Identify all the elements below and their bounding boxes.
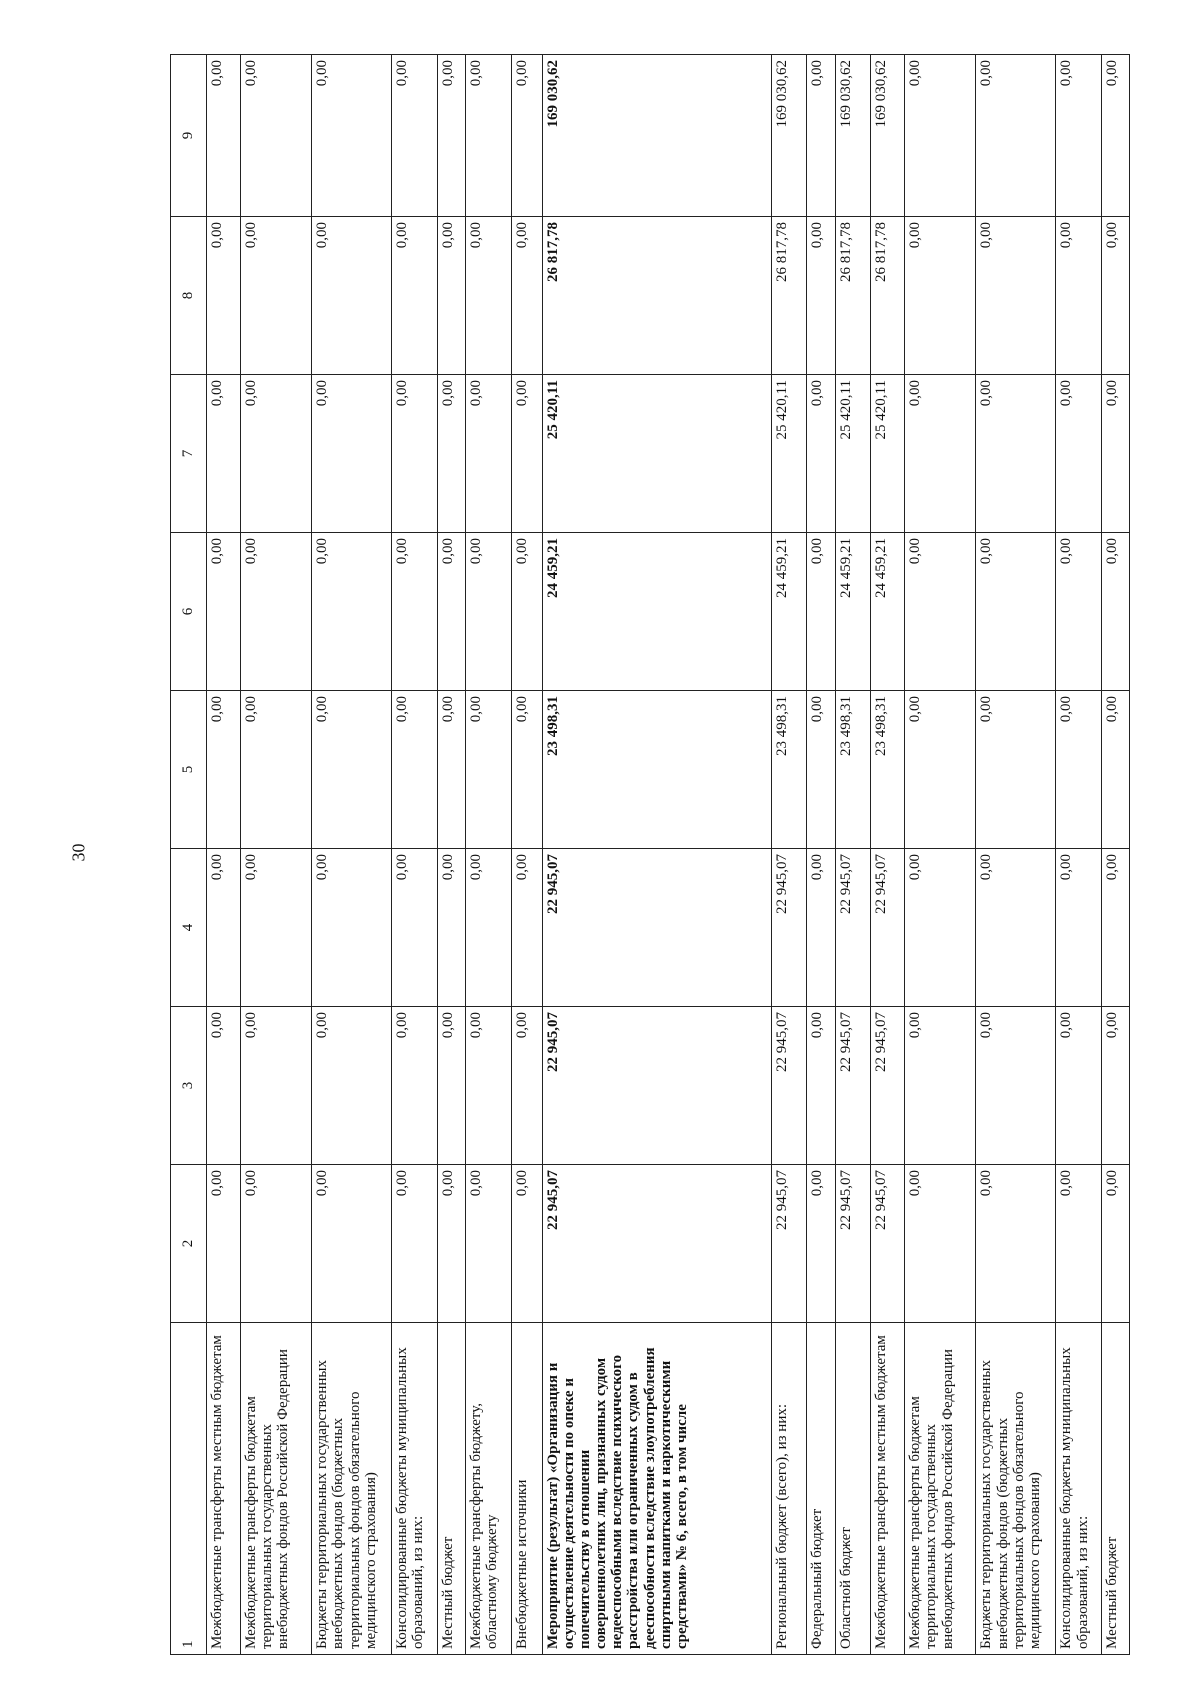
value-cell: 0,00	[511, 55, 542, 217]
value-cell: 22 945,07	[772, 849, 806, 1007]
value-cell: 23 498,31	[772, 691, 806, 849]
value-cell: 0,00	[206, 55, 240, 217]
value-cell: 0,00	[806, 849, 836, 1007]
value-cell: 0,00	[511, 375, 542, 533]
value-cell: 0,00	[905, 217, 976, 375]
value-cell: 0,00	[241, 1007, 312, 1165]
value-cell: 0,00	[1102, 55, 1130, 217]
column-header: 1	[171, 1323, 207, 1655]
value-cell: 0,00	[976, 1165, 1056, 1323]
value-cell: 0,00	[465, 691, 511, 849]
table-row	[542, 55, 772, 1655]
row-label: Консолидированные бюджеты муниципальных образований, из них:	[1056, 1323, 1102, 1655]
row-label: Областной бюджет	[836, 1323, 870, 1655]
value-cell: 0,00	[976, 691, 1056, 849]
value-cell: 0,00	[976, 375, 1056, 533]
value-cell: 0,00	[241, 217, 312, 375]
value-cell: 26 817,78	[870, 217, 904, 375]
column-header: 7	[171, 375, 207, 533]
value-cell: 169 030,62	[870, 55, 904, 217]
row-label: Бюджеты территориальных государственных внебюджетных фондов (бюджетных территориальных фондов обязательного медицинского страхования)	[312, 1323, 392, 1655]
value-cell: 0,00	[392, 849, 438, 1007]
row-label: Мероприятие (результат) «Организация и осуществление деятельности по опеке и попечительству в отношении совершеннолетних лиц, признанных судом недееспособными вследствие психического расстройства или ограниченных судом в дееспособности вследствие злоупотребления спиртными напитками и наркотическими средствами» № 6, всего, в том числе	[542, 1323, 772, 1655]
value-cell: 169 030,62	[542, 55, 772, 217]
budget-table-container	[170, 55, 1130, 1655]
value-cell: 22 945,07	[836, 849, 870, 1007]
value-cell: 22 945,07	[772, 1007, 806, 1165]
table-row	[836, 55, 870, 1655]
value-cell: 0,00	[206, 1007, 240, 1165]
value-cell: 0,00	[905, 533, 976, 691]
value-cell: 0,00	[312, 849, 392, 1007]
value-cell: 0,00	[438, 691, 466, 849]
value-cell: 0,00	[1056, 1165, 1102, 1323]
value-cell: 22 945,07	[772, 1165, 806, 1323]
value-cell: 0,00	[806, 1007, 836, 1165]
value-cell: 0,00	[392, 1007, 438, 1165]
value-cell: 0,00	[241, 533, 312, 691]
value-cell: 0,00	[806, 217, 836, 375]
column-header: 2	[171, 1165, 207, 1323]
value-cell: 22 945,07	[836, 1165, 870, 1323]
value-cell: 0,00	[511, 691, 542, 849]
value-cell: 22 945,07	[542, 1007, 772, 1165]
value-cell: 0,00	[392, 691, 438, 849]
value-cell: 0,00	[392, 55, 438, 217]
value-cell: 0,00	[438, 1165, 466, 1323]
value-cell: 0,00	[206, 375, 240, 533]
value-cell: 0,00	[806, 533, 836, 691]
value-cell: 22 945,07	[542, 1165, 772, 1323]
header-row	[171, 55, 207, 1655]
value-cell: 0,00	[511, 1007, 542, 1165]
value-cell: 0,00	[1056, 375, 1102, 533]
value-cell: 25 420,11	[870, 375, 904, 533]
value-cell: 0,00	[905, 375, 976, 533]
column-header: 4	[171, 849, 207, 1007]
column-header: 5	[171, 691, 207, 849]
column-header: 9	[171, 55, 207, 217]
value-cell: 0,00	[206, 1165, 240, 1323]
value-cell: 0,00	[1102, 217, 1130, 375]
value-cell: 25 420,11	[542, 375, 772, 533]
table-row	[806, 55, 836, 1655]
row-label: Региональный бюджет (всего), из них:	[772, 1323, 806, 1655]
value-cell: 0,00	[465, 849, 511, 1007]
value-cell: 0,00	[1056, 849, 1102, 1007]
value-cell: 0,00	[976, 849, 1056, 1007]
value-cell: 0,00	[465, 375, 511, 533]
table-row	[241, 55, 312, 1655]
value-cell: 0,00	[206, 533, 240, 691]
value-cell: 26 817,78	[836, 217, 870, 375]
table-row	[465, 55, 511, 1655]
value-cell: 0,00	[241, 375, 312, 533]
value-cell: 0,00	[241, 691, 312, 849]
value-cell: 0,00	[241, 849, 312, 1007]
value-cell: 22 945,07	[870, 849, 904, 1007]
value-cell: 0,00	[511, 533, 542, 691]
value-cell: 0,00	[438, 217, 466, 375]
value-cell: 0,00	[905, 849, 976, 1007]
value-cell: 0,00	[392, 375, 438, 533]
value-cell: 23 498,31	[870, 691, 904, 849]
value-cell: 23 498,31	[542, 691, 772, 849]
value-cell: 0,00	[1056, 55, 1102, 217]
table-row	[772, 55, 806, 1655]
row-label: Межбюджетные трансферты бюджету, областному бюджету	[465, 1323, 511, 1655]
value-cell: 22 945,07	[870, 1165, 904, 1323]
value-cell: 0,00	[312, 217, 392, 375]
value-cell: 0,00	[1056, 533, 1102, 691]
row-label: Межбюджетные трансферты бюджетам территориальных государственных внебюджетных фондов Российской Федерации	[905, 1323, 976, 1655]
table-row	[1056, 55, 1102, 1655]
value-cell: 0,00	[1056, 691, 1102, 849]
value-cell: 0,00	[1102, 375, 1130, 533]
value-cell: 0,00	[241, 1165, 312, 1323]
value-cell: 0,00	[465, 217, 511, 375]
value-cell: 0,00	[905, 55, 976, 217]
value-cell: 26 817,78	[542, 217, 772, 375]
page-number: 30	[68, 843, 89, 862]
value-cell: 0,00	[905, 1007, 976, 1165]
table-row	[511, 55, 542, 1655]
value-cell: 0,00	[905, 1165, 976, 1323]
value-cell: 24 459,21	[542, 533, 772, 691]
value-cell: 0,00	[806, 691, 836, 849]
value-cell: 0,00	[312, 1007, 392, 1165]
row-label: Межбюджетные трансферты местным бюджетам	[870, 1323, 904, 1655]
value-cell: 22 945,07	[836, 1007, 870, 1165]
row-label: Консолидированные бюджеты муниципальных образований, из них:	[392, 1323, 438, 1655]
value-cell: 0,00	[511, 849, 542, 1007]
value-cell: 0,00	[392, 217, 438, 375]
value-cell: 0,00	[438, 849, 466, 1007]
table-row	[206, 55, 240, 1655]
table-body	[171, 55, 1130, 1655]
value-cell: 169 030,62	[772, 55, 806, 217]
value-cell: 0,00	[806, 1165, 836, 1323]
value-cell: 0,00	[465, 55, 511, 217]
budget-table	[170, 54, 1130, 1655]
row-label: Местный бюджет	[438, 1323, 466, 1655]
value-cell: 0,00	[976, 217, 1056, 375]
value-cell: 0,00	[206, 849, 240, 1007]
value-cell: 24 459,21	[772, 533, 806, 691]
value-cell: 22 945,07	[542, 849, 772, 1007]
rotated-table-frame	[170, 55, 1130, 1655]
value-cell: 0,00	[206, 217, 240, 375]
value-cell: 0,00	[1056, 217, 1102, 375]
value-cell: 0,00	[511, 217, 542, 375]
value-cell: 25 420,11	[772, 375, 806, 533]
value-cell: 0,00	[905, 691, 976, 849]
value-cell: 0,00	[241, 55, 312, 217]
row-label: Федеральный бюджет	[806, 1323, 836, 1655]
row-label: Межбюджетные трансферты местным бюджетам	[206, 1323, 240, 1655]
value-cell: 0,00	[1102, 533, 1130, 691]
table-row	[438, 55, 466, 1655]
value-cell: 0,00	[438, 1007, 466, 1165]
column-header: 6	[171, 533, 207, 691]
value-cell: 24 459,21	[836, 533, 870, 691]
value-cell: 0,00	[1102, 691, 1130, 849]
table-row	[312, 55, 392, 1655]
value-cell: 0,00	[438, 375, 466, 533]
row-label: Межбюджетные трансферты бюджетам территориальных государственных внебюджетных фондов Российской Федерации	[241, 1323, 312, 1655]
column-header: 8	[171, 217, 207, 375]
value-cell: 0,00	[1102, 849, 1130, 1007]
value-cell: 0,00	[976, 533, 1056, 691]
value-cell: 0,00	[511, 1165, 542, 1323]
value-cell: 25 420,11	[836, 375, 870, 533]
table-row	[1102, 55, 1130, 1655]
value-cell: 0,00	[312, 375, 392, 533]
value-cell: 169 030,62	[836, 55, 870, 217]
value-cell: 0,00	[1056, 1007, 1102, 1165]
value-cell: 0,00	[976, 55, 1056, 217]
value-cell: 0,00	[1102, 1007, 1130, 1165]
value-cell: 0,00	[312, 1165, 392, 1323]
value-cell: 0,00	[312, 691, 392, 849]
table-row	[870, 55, 904, 1655]
value-cell: 0,00	[392, 1165, 438, 1323]
value-cell: 0,00	[438, 533, 466, 691]
row-label: Внебюджетные источники	[511, 1323, 542, 1655]
table-row	[392, 55, 438, 1655]
value-cell: 22 945,07	[870, 1007, 904, 1165]
table-row	[976, 55, 1056, 1655]
value-cell: 0,00	[438, 55, 466, 217]
value-cell: 0,00	[392, 533, 438, 691]
value-cell: 0,00	[465, 1007, 511, 1165]
value-cell: 0,00	[465, 1165, 511, 1323]
value-cell: 0,00	[206, 691, 240, 849]
value-cell: 26 817,78	[772, 217, 806, 375]
table-row	[905, 55, 976, 1655]
value-cell: 0,00	[806, 55, 836, 217]
row-label: Бюджеты территориальных государственных внебюджетных фондов (бюджетных территориальных фондов обязательного медицинского страхования)	[976, 1323, 1056, 1655]
value-cell: 0,00	[312, 533, 392, 691]
column-header: 3	[171, 1007, 207, 1165]
value-cell: 24 459,21	[870, 533, 904, 691]
value-cell: 0,00	[1102, 1165, 1130, 1323]
value-cell: 0,00	[976, 1007, 1056, 1165]
value-cell: 0,00	[312, 55, 392, 217]
value-cell: 23 498,31	[836, 691, 870, 849]
value-cell: 0,00	[806, 375, 836, 533]
value-cell: 0,00	[465, 533, 511, 691]
row-label: Местный бюджет	[1102, 1323, 1130, 1655]
